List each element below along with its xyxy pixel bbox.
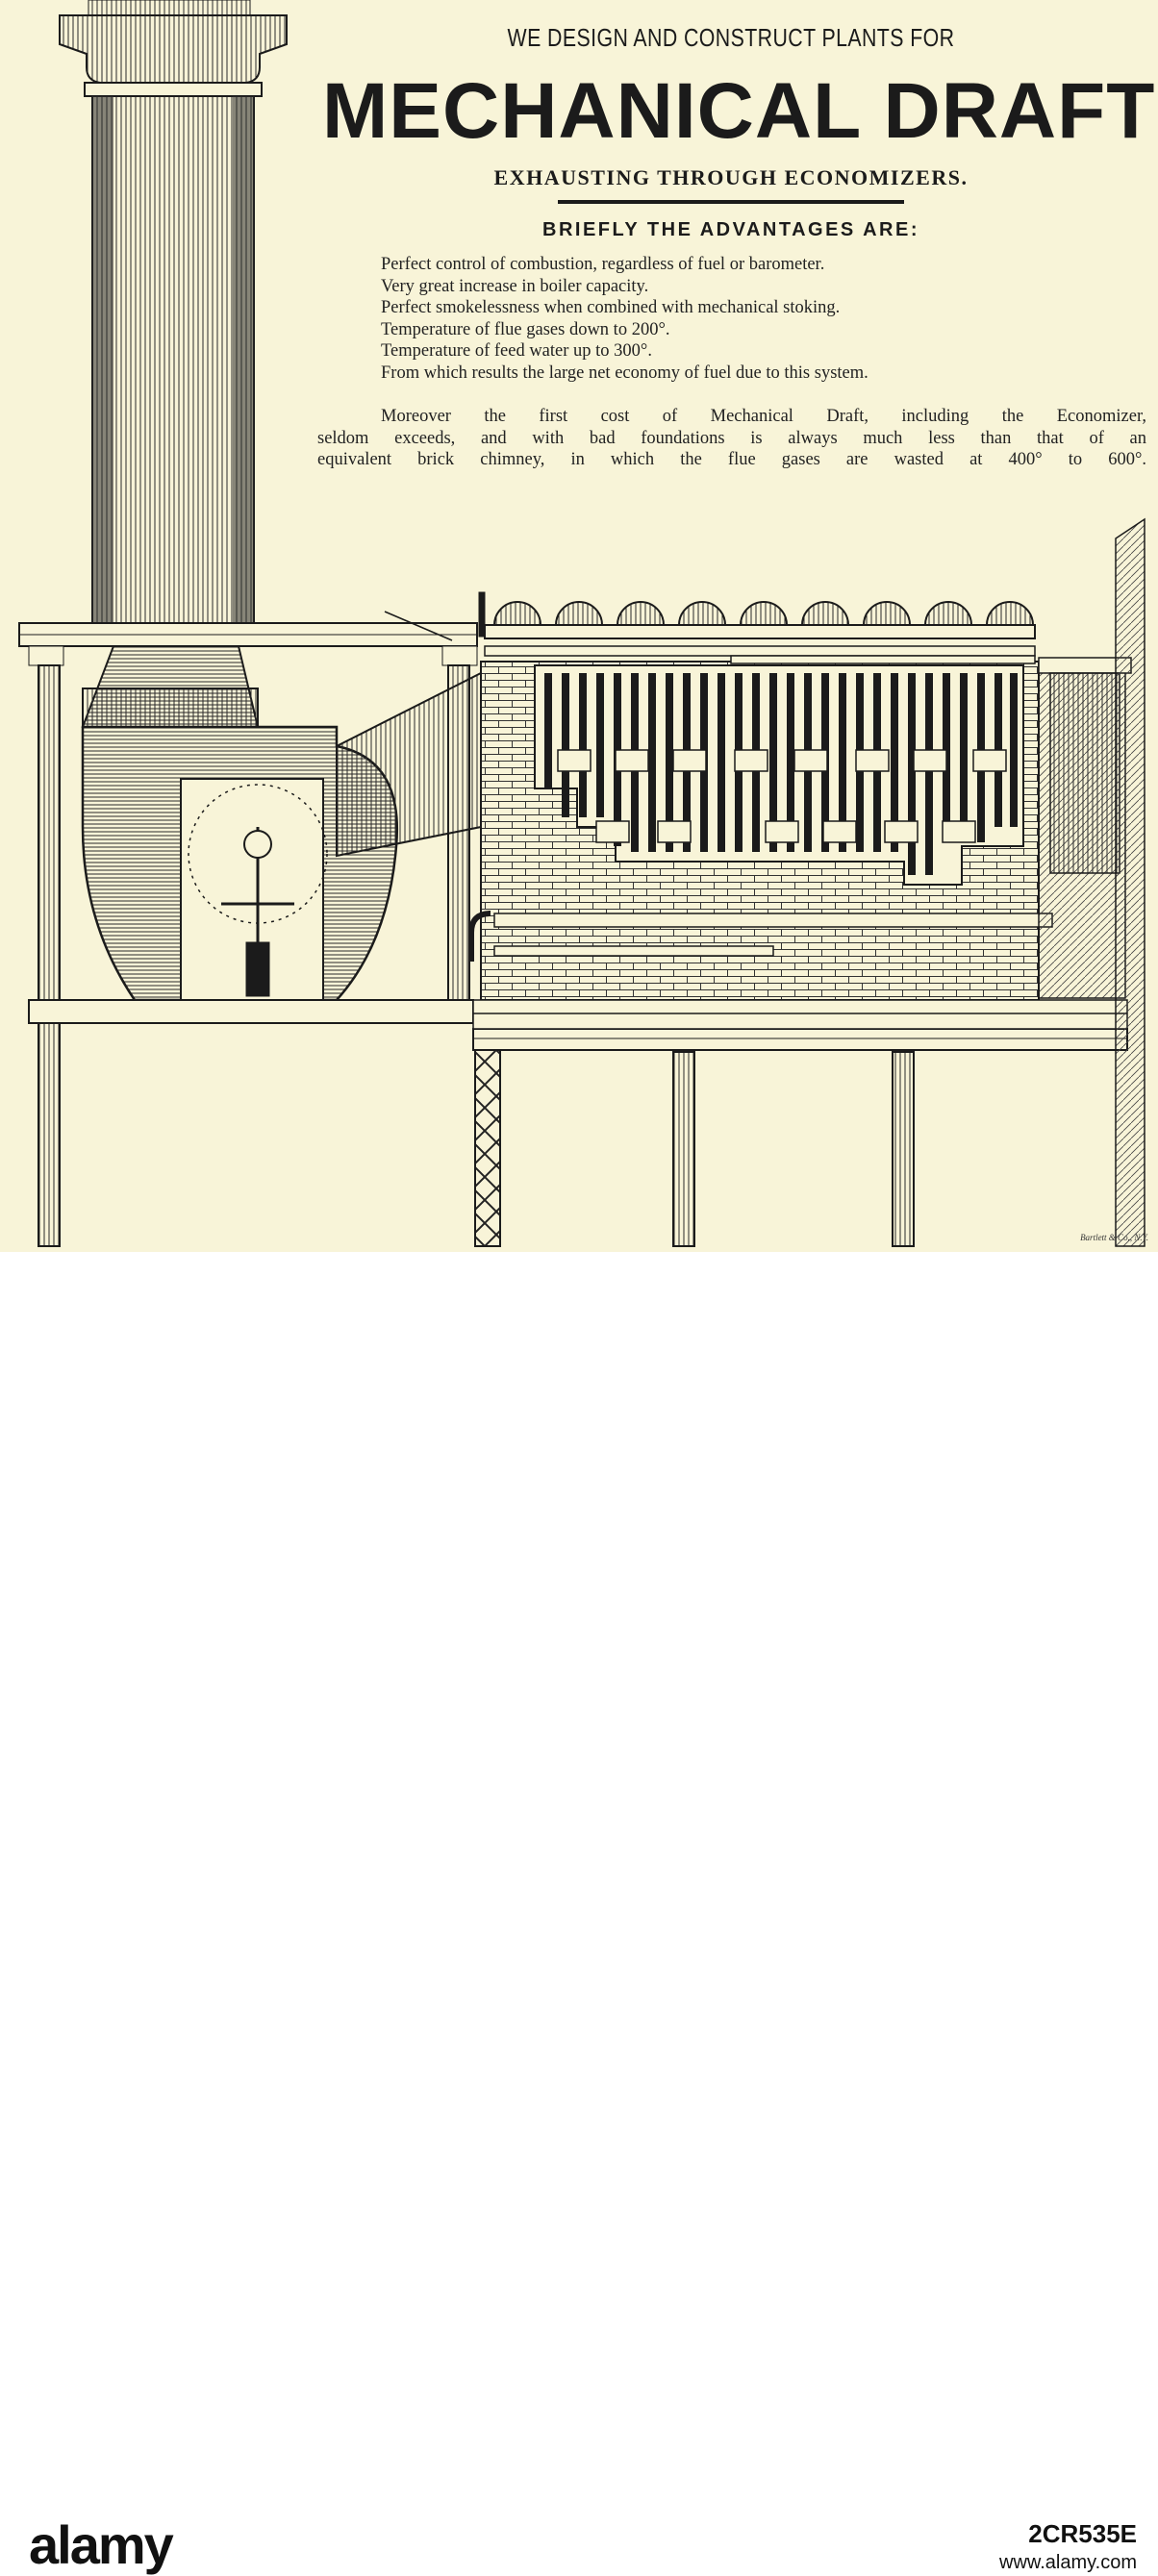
economizer-base-arches	[473, 1000, 1127, 1029]
closing-line: equivalent brick chimney, in which the flue gases are wasted at 400° to 600°.	[317, 450, 1146, 469]
lattice-post	[475, 1050, 500, 1246]
closing-line: Moreover the first cost of Mechanical Draft, including the Economizer,	[381, 407, 1146, 426]
advantages-title: BRIEFLY THE ADVANTAGES ARE:	[542, 219, 919, 240]
stock-watermark-bar	[0, 1252, 1158, 2575]
engraver-signature: Bartlett & Co., N.Y.	[1080, 1233, 1148, 1242]
fan-hood	[83, 646, 258, 727]
advantage-item: From which results the large net economy of fuel due to this system.	[381, 363, 868, 383]
advantage-item: Perfect smokelessness when combined with mechanical stoking.	[381, 298, 841, 317]
advantage-item: Perfect control of combustion, regardless of fuel or barometer.	[381, 255, 825, 274]
closing-paragraph	[317, 406, 1146, 471]
boiler-room-wall	[1039, 519, 1145, 1246]
scraper-gears	[494, 602, 1033, 625]
flue-duct	[337, 673, 481, 856]
stock-image-id: 2CR535E	[1028, 2519, 1137, 2548]
stock-brand-logo: alamy	[29, 2514, 172, 2575]
ad-subhead: EXHAUSTING THROUGH ECONOMIZERS.	[493, 165, 969, 189]
chimney-stack	[92, 96, 254, 623]
advantage-item: Temperature of flue gases down to 200°.	[381, 319, 670, 339]
ad-kicker: WE DESIGN AND CONSTRUCT PLANTS FOR	[507, 23, 955, 52]
advert-page	[0, 0, 1158, 1252]
advantages-list	[381, 254, 1150, 384]
closing-line: seldom exceeds, and with bad foundations is always much less than that of an	[317, 428, 1146, 448]
stock-url: www.alamy.com	[999, 2552, 1137, 2573]
chimney-cap	[60, 0, 287, 96]
section-divider	[558, 200, 904, 204]
advantage-item: Temperature of feed water up to 300°.	[381, 341, 652, 361]
advantage-item: Very great increase in boiler capacity.	[381, 276, 649, 296]
ad-headline: MECHANICAL DRAFT	[322, 67, 1156, 155]
